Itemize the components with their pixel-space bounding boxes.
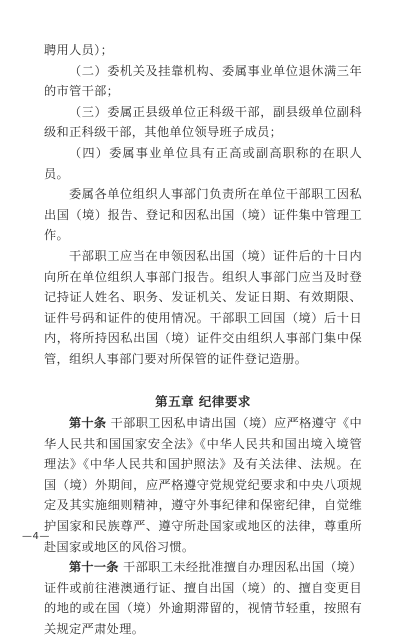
article-number: 第十条	[69, 416, 107, 431]
paragraph: 干部职工应当在申领因私出国（境）证件后的十日内向所在单位组织人事部门报告。组织人事部门应当及时登记持证人姓名、职务、发证机关、发证日期、有效期限、证件号码和证件的使用情况。干部职工回国（境）后十日内，将所持因私出国（境）证件交由组织人事部门集中保管，组织人事部门要对所保管的证件登记造册。	[44, 248, 362, 366]
article-number: 第十一条	[69, 560, 119, 575]
paragraph: 聘用人员）；	[44, 43, 114, 57]
page-number: —4—	[22, 531, 50, 542]
document-body	[44, 40, 362, 640]
article-11	[44, 557, 362, 639]
paragraph: （二）委机关及挂靠机构、委属事业单位退休满三年的市管干部；	[44, 63, 362, 99]
article-10	[44, 413, 362, 557]
paragraph: 委属各单位组织人事部门负责所在单位干部职工因私出国（境）报告、登记和因私出国（境）证件集中管理工作。	[44, 187, 362, 243]
paragraph: （四）委属事业单位具有正高或副高职称的在职人员。	[44, 145, 362, 181]
section-title: 第五章 纪律要求	[155, 393, 251, 409]
article-text: 干部职工因私申请出国（境）应严格遵守《中华人民共和国国家安全法》《中华人民共和国出境入境管理法》《中华人民共和国护照法》及有关法律、法规。在国（境）外期间，应严格遵守党规党纪要求和中央八项规定及其实施细则精神，遵守外事纪律和保密纪律，自觉维护国家和民族尊严、遵守所赴国家或地区的法律，尊重所赴国家或地区的风俗习惯。	[44, 416, 362, 554]
article-text: 干部职工未经批准擅自办理因私出国（境）证件或前往港澳通行证、擅自出国（境）的、擅自变更目的地的或在国（境）外逾期滞留的，视情节轻重，按照有关规定严肃处理。	[44, 560, 362, 637]
paragraph: （三）委属正县级单位正科级干部，副县级单位副科级和正科级干部，其他单位领导班子成员；	[44, 104, 362, 140]
